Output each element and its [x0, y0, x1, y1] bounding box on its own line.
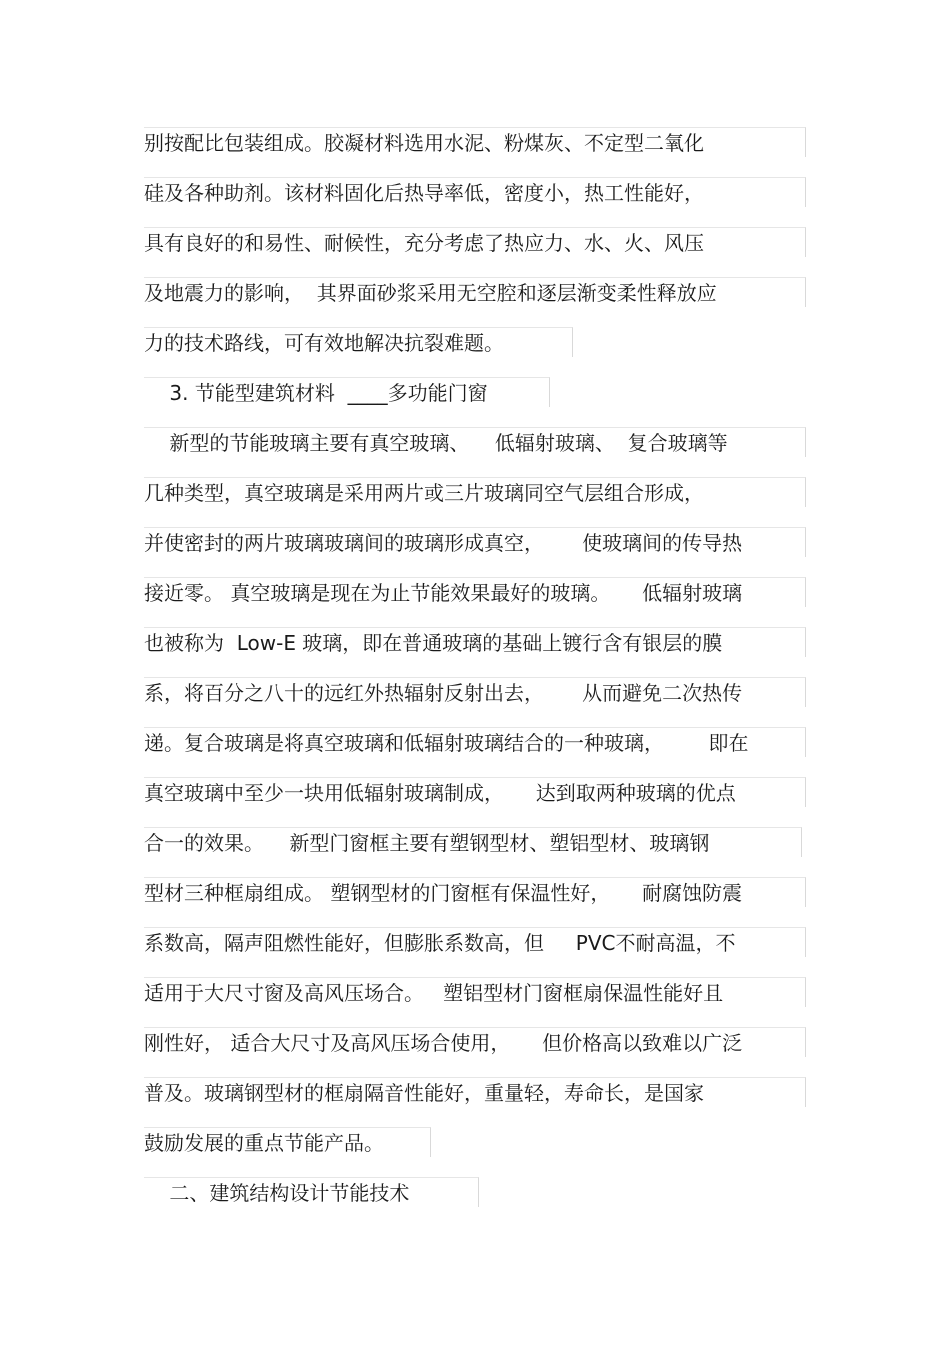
section-heading-2: 二、建筑结构设计节能技术 [144, 1177, 479, 1207]
text-line-4: 及地震力的影响， 其界面砂浆采用无空腔和逐层渐变柔性释放应 [144, 277, 806, 307]
text-line-21: 鼓励发展的重点节能产品。 [144, 1127, 431, 1157]
text-line-15: 合一的效果。 新型门窗框主要有塑钢型材、塑铝型材、玻璃钢 [144, 827, 802, 857]
text-line-3: 具有良好的和易性、耐候性，充分考虑了热应力、水、火、风压 [144, 227, 806, 257]
text-line-2: 硅及各种助剂。该材料固化后热导率低，密度小，热工性能好， [144, 177, 806, 207]
text-line-14: 真空玻璃中至少一块用低辐射玻璃制成， 达到取两种玻璃的优点 [144, 777, 806, 807]
text-line-11: 也被称为 Low-E 玻璃，即在普通玻璃的基础上镀行含有银层的膜 [144, 627, 806, 657]
text-line-1: 别按配比包装组成。胶凝材料选用水泥、粉煤灰、不定型二氧化 [144, 127, 806, 157]
text-line-18: 适用于大尺寸窗及高风压场合。 塑铝型材门窗框扇保温性能好且 [144, 977, 806, 1007]
text-line-8: 几种类型，真空玻璃是采用两片或三片玻璃同空气层组合形成， [144, 477, 806, 507]
text-line-13: 递。复合玻璃是将真空玻璃和低辐射玻璃结合的一种玻璃， 即在 [144, 727, 806, 757]
text-line-10: 接近零。 真空玻璃是现在为止节能效果最好的玻璃。 低辐射玻璃 [144, 577, 806, 607]
text-line-12: 系，将百分之八十的远红外热辐射反射出去， 从而避免二次热传 [144, 677, 806, 707]
text-line-20: 普及。玻璃钢型材的框扇隔音性能好，重量轻，寿命长，是国家 [144, 1077, 806, 1107]
text-line-5: 力的技术路线，可有效地解决抗裂难题。 [144, 327, 573, 357]
text-line-19: 刚性好， 适合大尺寸及高风压场合使用， 但价格高以致难以广泛 [144, 1027, 806, 1057]
section-heading-3: 3. 节能型建筑材料 ____多功能门窗 [144, 377, 550, 407]
text-line-16: 型材三种框扇组成。 塑钢型材的门窗框有保温性好， 耐腐蚀防震 [144, 877, 806, 907]
text-line-9: 并使密封的两片玻璃玻璃间的玻璃形成真空， 使玻璃间的传导热 [144, 527, 806, 557]
text-line-17: 系数高，隔声阻燃性能好，但膨胀系数高，但 PVC不耐高温，不 [144, 927, 806, 957]
text-line-7: 新型的节能玻璃主要有真空玻璃、 低辐射玻璃、 复合玻璃等 [144, 427, 806, 457]
